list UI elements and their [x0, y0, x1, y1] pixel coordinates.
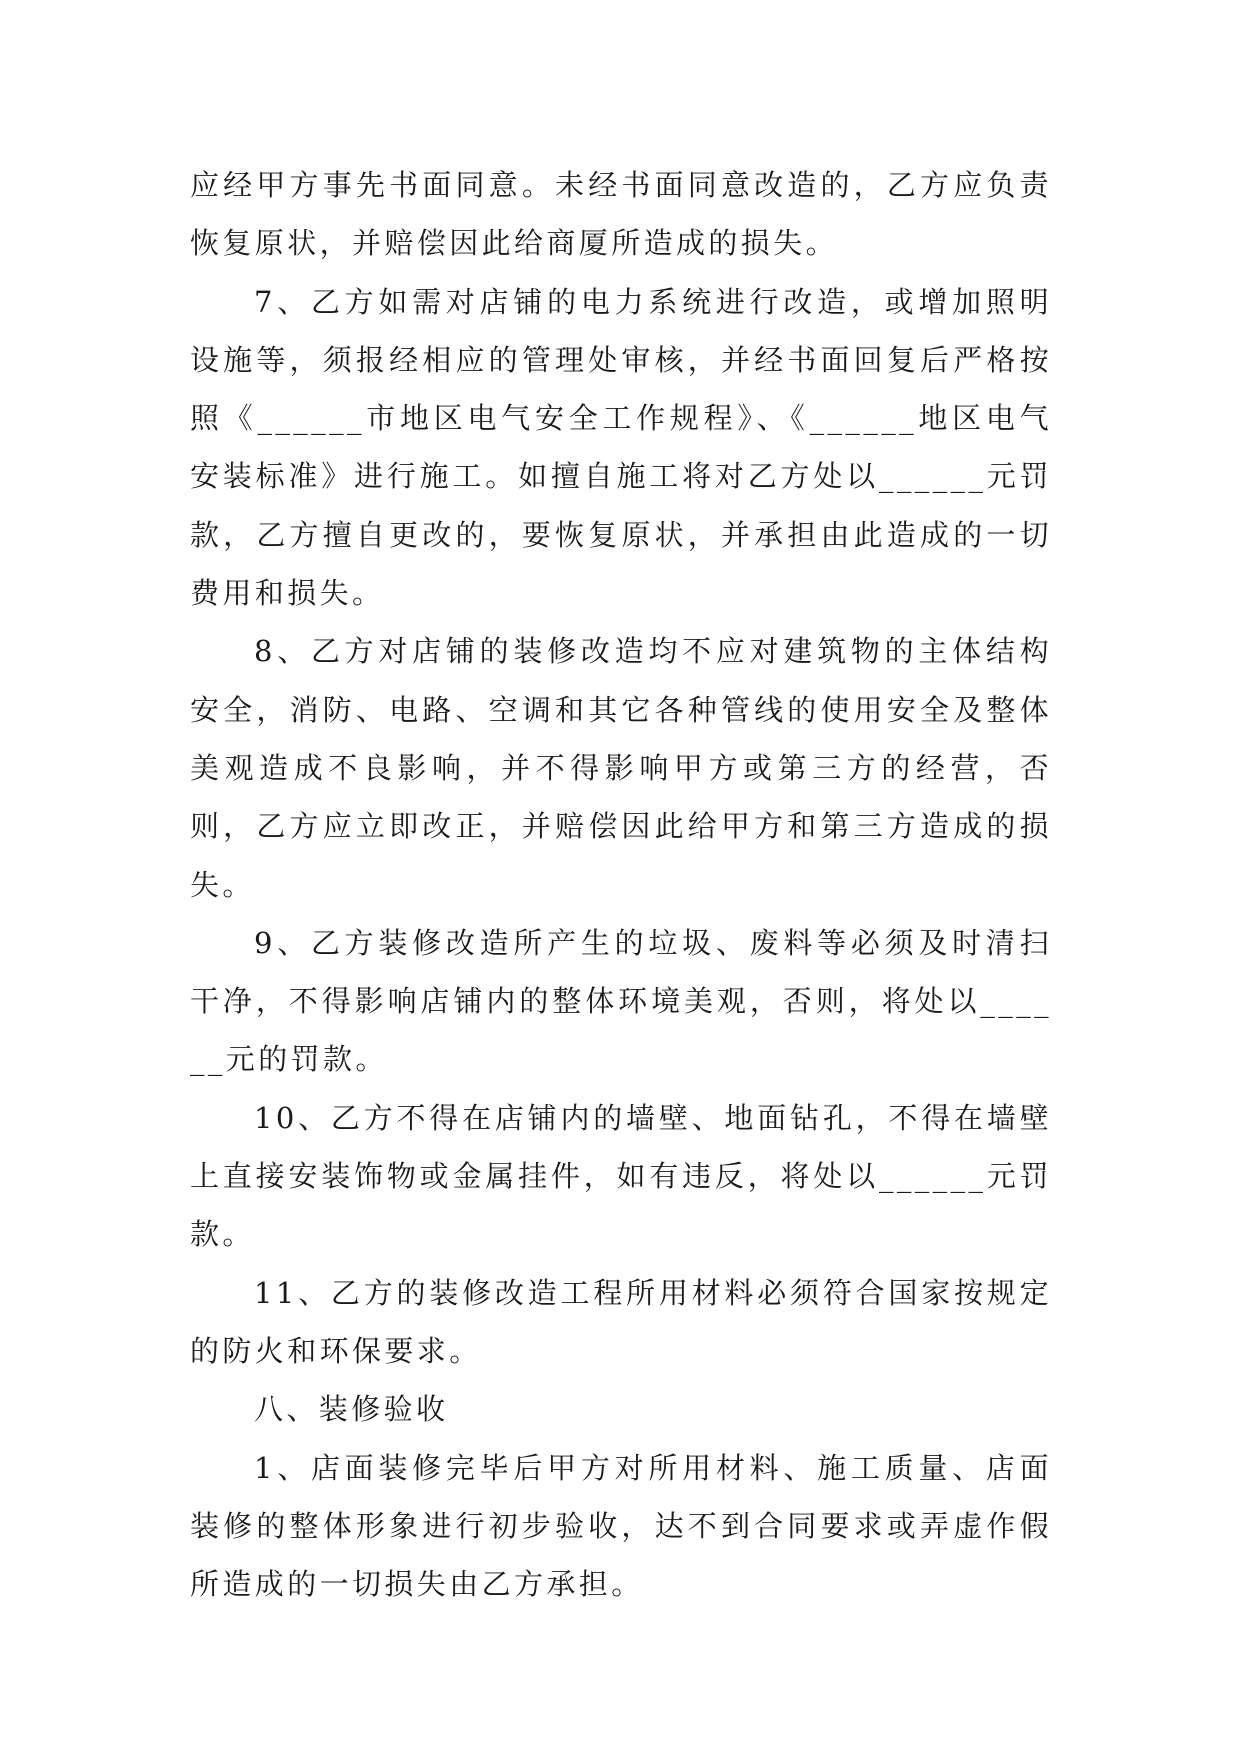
- acceptance-clause-1: 1、店面装修完毕后甲方对所用材料、施工质量、店面装修的整体形象进行初步验收，达不到合同要求或弄虚作假所造成的一切损失由乙方承担。: [190, 1450, 1052, 1602]
- clause-8: 8、乙方对店铺的装修改造均不应对建筑物的主体结构安全，消防、电路、空调和其它各种管线的使用安全及整体美观造成不良影响，并不得影响甲方或第三方的经营，否则，乙方应立即改正，并赔偿因此给甲方和第三方造成的损失。: [190, 634, 1052, 902]
- paragraph-continued: 应经甲方事先书面同意。未经书面同意改造的，乙方应负责恢复原状，并赔偿因此给商厦所造成的损失。: [190, 168, 1052, 261]
- clause-10: 10、乙方不得在店铺内的墙壁、地面钻孔，不得在墙壁上直接安装饰物或金属挂件，如有违反，将处以______元罚款。: [190, 1100, 1052, 1252]
- clause-9: 9、乙方装修改造所产生的垃圾、废料等必须及时清扫干净，不得影响店铺内的整体环境美观，否则，将处以______元的罚款。: [190, 925, 1052, 1077]
- document-body: [190, 156, 1052, 1613]
- clause-7: 7、乙方如需对店铺的电力系统进行改造，或增加照明设施等，须报经相应的管理处审核，并经书面回复后严格按照《______市地区电气安全工作规程》、《______地区电气安装标准》进行施工。如擅自施工将对乙方处以______元罚款，乙方擅自更改的，要恢复原状，并承担由此造成的一切费用和损失。: [190, 284, 1052, 611]
- clause-11: 11、乙方的装修改造工程所用材料必须符合国家按规定的防火和环保要求。: [190, 1275, 1052, 1368]
- section-heading-acceptance: 八、装修验收: [254, 1392, 449, 1427]
